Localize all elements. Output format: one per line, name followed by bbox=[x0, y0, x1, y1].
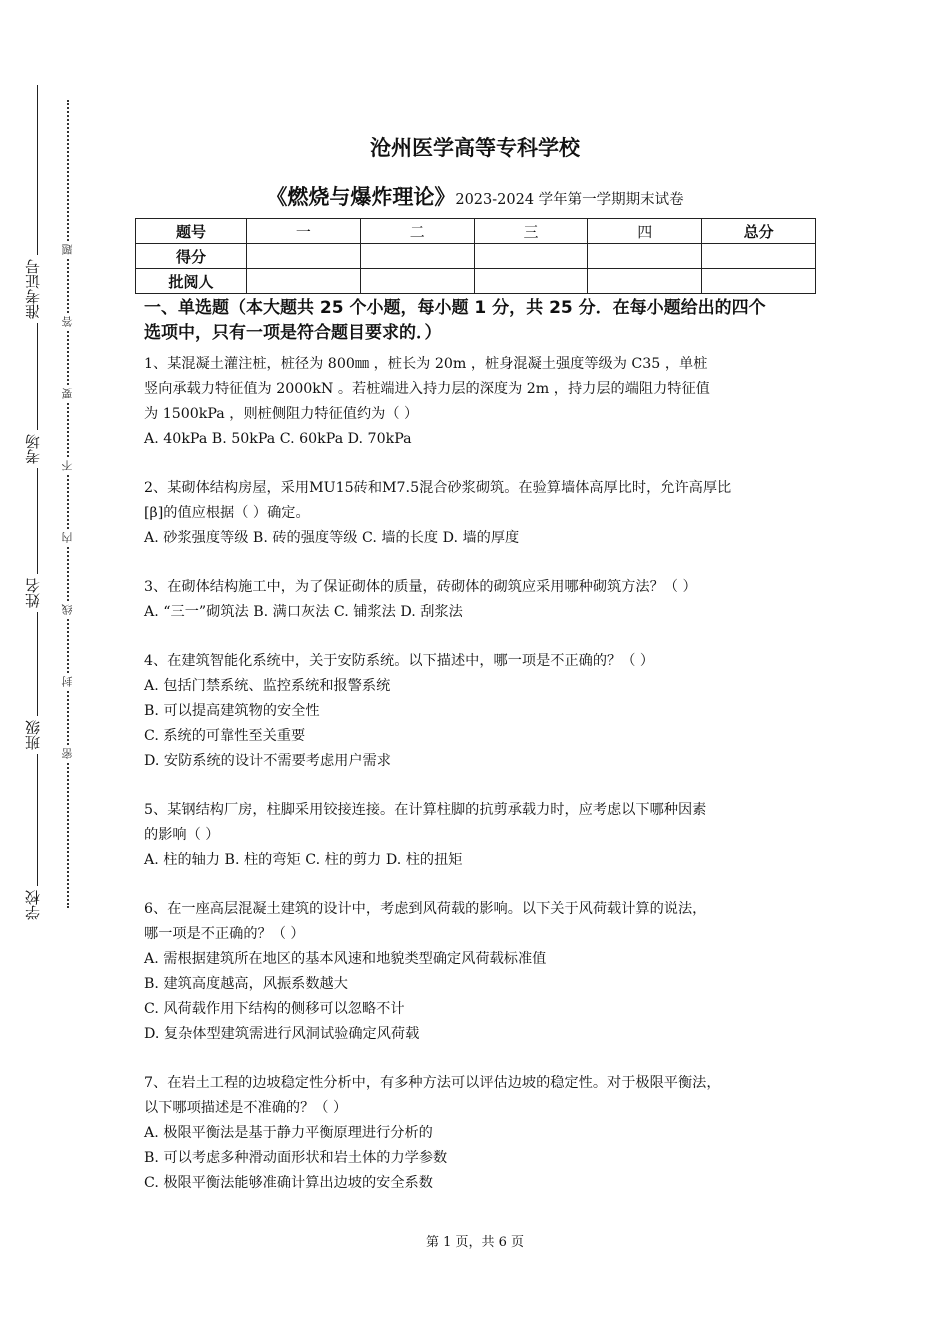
score-table bbox=[135, 218, 816, 294]
question bbox=[144, 897, 820, 1047]
question-option: B. 可以提高建筑物的安全性 bbox=[144, 703, 320, 719]
question-line: 3、在砌体结构施工中，为了保证砌体的质量，砖砌体的砌筑应采用哪种砌筑方法？（ ） bbox=[144, 579, 697, 595]
col-header: 总分 bbox=[702, 219, 816, 244]
grader-cell[interactable] bbox=[588, 269, 702, 294]
question-line: 为 1500kPa ，则桩侧阻力特征值约为（ ） bbox=[144, 406, 419, 422]
school-name: 沧州医学高等专科学校 bbox=[370, 136, 580, 160]
score-cell[interactable] bbox=[474, 244, 588, 269]
question-option: A. 需根据建筑所在地区的基本风速和地貌类型确定风荷载标准值 bbox=[144, 951, 547, 967]
grader-cell[interactable] bbox=[702, 269, 816, 294]
question-options: A. 40kPa B. 50kPa C. 60kPa D. 70kPa bbox=[144, 431, 412, 447]
exam-content bbox=[144, 296, 820, 1220]
section-title-line: 选项中，只有一项是符合题目要求的．） bbox=[144, 323, 442, 343]
seal-char: 线 bbox=[61, 604, 74, 615]
seal-char: 密 bbox=[61, 748, 74, 759]
question-options: A. “三一”砌筑法 B. 满口灰法 C. 铺浆法 D. 刮浆法 bbox=[144, 604, 463, 620]
question-option: A. 包括门禁系统、监控系统和报警系统 bbox=[144, 678, 391, 694]
seal-char: 封 bbox=[61, 676, 74, 687]
question-line: 2、某砌体结构房屋，采用MU15砖和M7.5混合砂浆砌筑。在验算墙体高厚比时，允许高厚比 bbox=[144, 480, 732, 496]
score-table-header-row bbox=[136, 219, 816, 244]
question-line: 1、某混凝土灌注桩，桩径为 800㎜ ，桩长为 20m ，桩身混凝土强度等级为 C35 ，单桩 bbox=[144, 356, 708, 372]
question-line: 的影响（ ） bbox=[144, 827, 220, 843]
question-line: 以下哪项描述是不准确的？（ ） bbox=[144, 1100, 348, 1116]
question bbox=[144, 798, 820, 873]
question-line: 4、在建筑智能化系统中，关于安防系统。以下描述中，哪一项是不正确的？（ ） bbox=[144, 653, 655, 669]
exam-number-label: 准考证号 bbox=[22, 255, 52, 323]
grader-cell[interactable] bbox=[360, 269, 474, 294]
col-header: 四 bbox=[588, 219, 702, 244]
question-option: A. 极限平衡法是基于静力平衡原理进行分析的 bbox=[144, 1125, 433, 1141]
seal-dotted-line bbox=[67, 100, 69, 908]
score-cell[interactable] bbox=[247, 244, 361, 269]
score-cell[interactable] bbox=[360, 244, 474, 269]
row-header: 批阅人 bbox=[136, 269, 247, 294]
seal-char: 内 bbox=[61, 532, 74, 543]
question-line: 7、在岩土工程的边坡稳定性分析中，有多种方法可以评估边坡的稳定性。对于极限平衡法， bbox=[144, 1075, 721, 1091]
question-option: D. 安防系统的设计不需要考虑用户需求 bbox=[144, 753, 391, 769]
question-line: 5、某钢结构厂房，柱脚采用铰接连接。在计算柱脚的抗剪承载力时，应考虑以下哪种因素 bbox=[144, 802, 707, 818]
question-options: A. 砂浆强度等级 B. 砖的强度等级 C. 墙的长度 D. 墙的厚度 bbox=[144, 530, 520, 546]
course-title: 《燃烧与爆炸理论》 bbox=[266, 185, 456, 209]
question-option: C. 风荷载作用下结构的侧移可以忽略不计 bbox=[144, 1001, 405, 1017]
name-label: 姓名 bbox=[22, 574, 52, 612]
row-header: 得分 bbox=[136, 244, 247, 269]
score-cell[interactable] bbox=[702, 244, 816, 269]
question-option: C. 系统的可靠性至关重要 bbox=[144, 728, 306, 744]
col-header: 题号 bbox=[136, 219, 247, 244]
class-label: 班级 bbox=[22, 716, 52, 754]
grader-cell[interactable] bbox=[247, 269, 361, 294]
exam-room-label: 考场 bbox=[22, 430, 52, 468]
school-label: 学校 bbox=[22, 886, 52, 924]
score-cell[interactable] bbox=[588, 244, 702, 269]
question-line: 哪一项是不正确的？（ ） bbox=[144, 926, 305, 942]
question bbox=[144, 352, 820, 452]
question-line: 竖向承载力特征值为 2000kN 。若桩端进入持力层的深度为 2m ，持力层的端阻力特征值 bbox=[144, 381, 710, 397]
seal-char: 不 bbox=[61, 460, 74, 471]
question bbox=[144, 575, 820, 625]
question bbox=[144, 649, 820, 774]
question-option: C. 极限平衡法能够准确计算出边坡的安全系数 bbox=[144, 1175, 433, 1191]
score-row bbox=[136, 244, 816, 269]
col-header: 三 bbox=[474, 219, 588, 244]
grader-cell[interactable] bbox=[474, 269, 588, 294]
grader-row bbox=[136, 269, 816, 294]
page-footer: 第 1 页，共 6 页 bbox=[425, 1235, 525, 1250]
question-line: [β]的值应根据（ ）确定。 bbox=[144, 505, 310, 521]
section-title-line: 一、单选题（本大题共 25 个小题，每小题 1 分，共 25 分．在每小题给出的四个 bbox=[144, 298, 766, 318]
term-subtitle: 2023-2024 学年第一学期期末试卷 bbox=[455, 192, 684, 208]
seal-char: 要 bbox=[61, 388, 74, 399]
question bbox=[144, 476, 820, 551]
section-title bbox=[144, 296, 820, 346]
question-line: 6、在一座高层混凝土建筑的设计中，考虑到风荷载的影响。以下关于风荷载计算的说法， bbox=[144, 901, 707, 917]
seal-char: 题 bbox=[61, 244, 74, 255]
col-header: 二 bbox=[360, 219, 474, 244]
col-header: 一 bbox=[247, 219, 361, 244]
question-option: D. 复杂体型建筑需进行风洞试验确定风荷载 bbox=[144, 1026, 420, 1042]
question bbox=[144, 1071, 820, 1196]
seal-char: 答 bbox=[61, 316, 74, 327]
exam-title bbox=[0, 181, 950, 211]
question-option: B. 建筑高度越高，风振系数越大 bbox=[144, 976, 348, 992]
question-options: A. 柱的轴力 B. 柱的弯矩 C. 柱的剪力 D. 柱的扭矩 bbox=[144, 852, 463, 868]
question-option: B. 可以考虑多种滑动面形状和岩土体的力学参数 bbox=[144, 1150, 448, 1166]
